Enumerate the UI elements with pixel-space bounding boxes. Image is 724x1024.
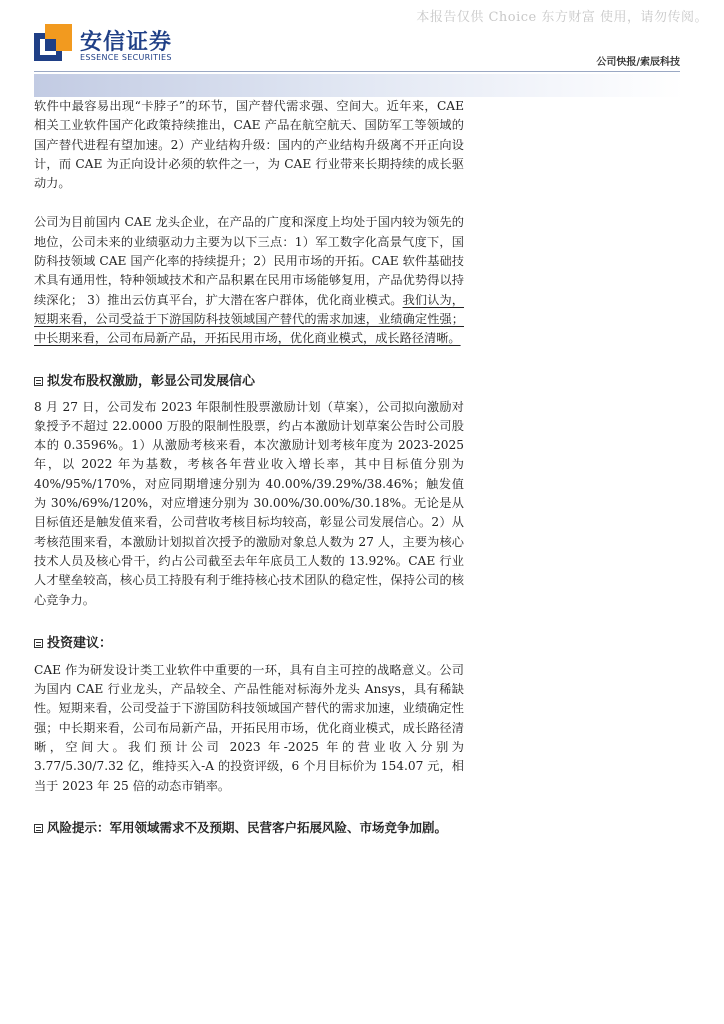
section-bullet-icon: [34, 639, 43, 648]
brand-name-en: ESSENCE SECURITIES: [80, 53, 172, 62]
company-logo: [34, 24, 194, 66]
report-type-label: 公司快报/索辰科技: [596, 57, 680, 68]
section-heading-invest: [34, 634, 464, 654]
section-heading-invest-text: 投资建议：: [47, 635, 113, 651]
header-divider: [34, 71, 680, 72]
section-bullet-icon: [34, 377, 43, 386]
company-paragraph-text: 公司为目前国内 CAE 龙头企业，在产品的广度和深度上均处于国内较为领先的地位，公司未来的业绩驱动力主要为以下三点：1）军工数字化高景气度下，国防科技领域 CAE 国产化率的持续提升；2）民用市场的开拓。CAE 软件基础技术具有通用性，特种领域技术和产品积累在民用市场能够复用，产品优势得以持续深化； 3）推出云仿真平台，扩大潜在客户群体，优化商业模式。: [34, 215, 464, 307]
intro-paragraph: 软件中最容易出现“卡脖子”的环节，国产替代需求强、空间大。近年来，CAE 相关工业软件国产化政策持续推出，CAE 产品在航空航天、国防军工等领域的国产替代进程有望加速。2）产业结构升级：国内的产业结构升级离不开正向设计，而 CAE 为正向设计必须的软件之一，为 CAE 行业带来长期持续的成长驱动力。: [34, 99, 464, 191]
equity-paragraph: 8 月 27 日，公司发布 2023 年限制性股票激励计划（草案），公司拟向激励对象授予不超过 22.0000 万股的限制性股票，约占本激励计划草案公告时公司股本的 0.3596%。1）从激励考核来看，本次激励计划考核年度为 2023-2025 年，以 2022 年为基数，考核各年营业收入增长率，其中目标值分别为 40%/95%/170%，对应同期增速分别为 40.00%/39.29%/38.46%；触发值为 30%/69%/120%，对应增速分别为 30.00%/30.00%/30.18%。无论是从目标值还是触发值来看，公司营收考核目标均较高，彰显公司发展信心。2）从考核范围来看，本激励计划拟首次授予的激励对象总人数为 27 人，主要为核心技术人员及核心骨干，约占公司截至去年年底员工人数的 13.92%。CAE 行业人才壁垒较高，核心员工持股有利于维持核心技术团队的稳定性，保持公司的核心竞争力。: [34, 399, 464, 607]
company-paragraph: [34, 213, 464, 348]
company-paragraph-highlight: 我们认为，短期来看，公司受益于下游国防科技领域国产替代的需求加速，业绩确定性强；中长期来看，公司布局新产品，开拓民用市场，优化商业模式，成长路径清晰。: [34, 292, 464, 346]
report-body: [34, 97, 464, 838]
header-gradient-band: [34, 74, 684, 97]
section-bullet-icon: [34, 824, 43, 833]
watermark-text: 本报告仅供 Choice 东方财富 使用，请勿传阅。: [416, 10, 708, 25]
essence-logo-icon: [34, 24, 72, 62]
section-heading-equity: [34, 372, 464, 392]
risk-warning-text: 风险提示：军用领域需求不及预期、民营客户拓展风险、市场竞争加剧。: [47, 819, 448, 835]
brand-name-cn: 安信证券: [80, 30, 173, 55]
risk-section: [34, 818, 464, 838]
section-heading-equity-text: 拟发布股权激励，彰显公司发展信心: [47, 373, 256, 389]
investment-paragraph: CAE 作为研发设计类工业软件中重要的一环，具有自主可控的战略意义。公司为国内 CAE 行业龙头，产品较全、产品性能对标海外龙头 Ansys，具有稀缺性。短期来看，公司受益于下游国防科技领域国产替代的需求加速，业绩确定性强；中长期来看，公司布局新产品，开拓民用市场，优化商业模式，成长路径清晰，空间大。我们预计公司 2023 年-2025 年的营业收入分别为 3.77/5.30/7.32 亿，维持买入-A 的投资评级，6 个月目标价为 154.07 元，相当于 2023 年 25 倍的动态市销率。: [34, 662, 464, 793]
